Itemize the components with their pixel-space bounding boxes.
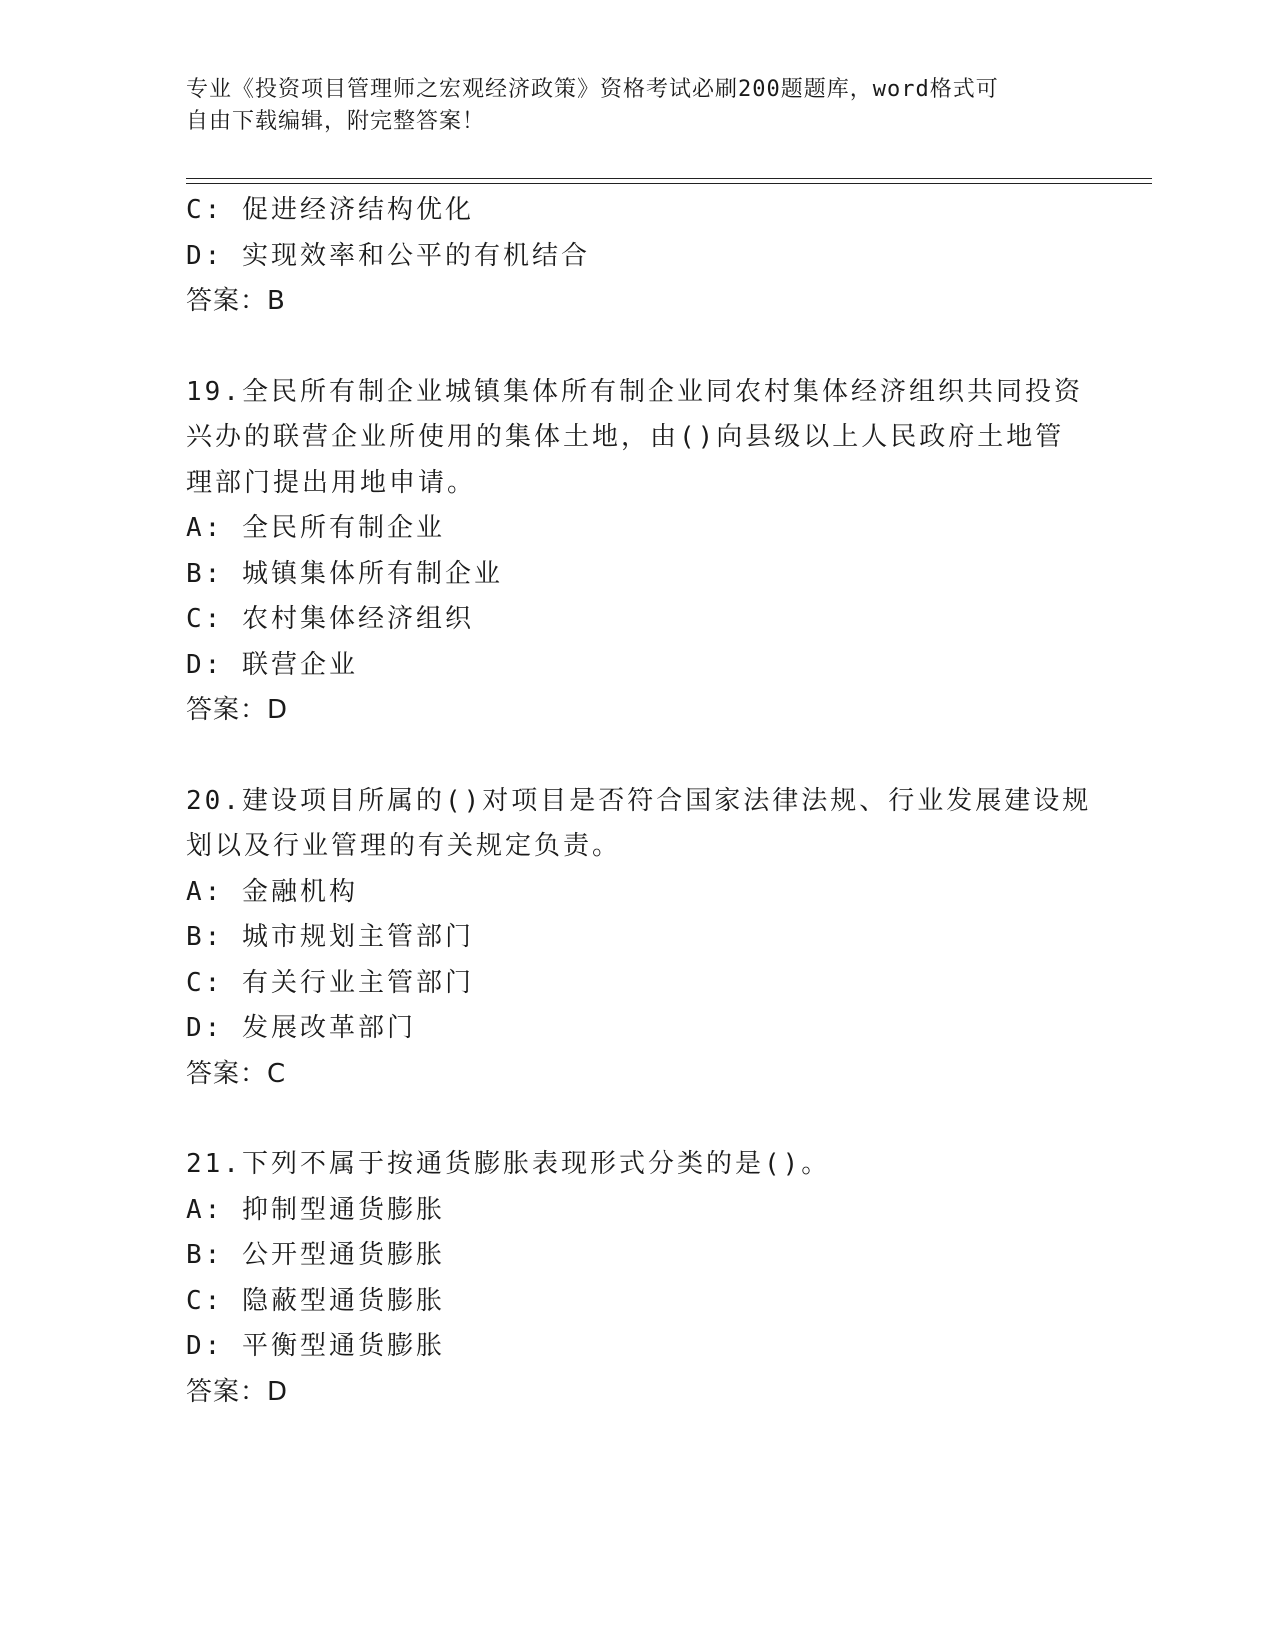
option-b: B: 城镇集体所有制企业 <box>186 558 503 589</box>
stem-line: 21.下列不属于按通货膨胀表现形式分类的是()。 <box>186 1149 831 1179</box>
stem-line: 理部门提出用地申请。 <box>186 467 477 498</box>
question-list <box>186 188 1092 1415</box>
stem-line: 20.建设项目所属的()对项目是否符合国家法律法规、行业发展建设规 <box>186 785 1092 816</box>
option-c: C: 促进经济结构优化 <box>186 195 474 225</box>
answer-line: 答案：C <box>186 1058 287 1089</box>
option-c: C: 隐蔽型通货膨胀 <box>186 1285 445 1316</box>
question-19 <box>186 370 1086 734</box>
question-21 <box>186 1142 1086 1415</box>
question-stem <box>186 370 1086 507</box>
answer-line: 答案：D <box>186 695 289 725</box>
option-b: B: 公开型通货膨胀 <box>186 1240 445 1270</box>
stem-line: 划以及行业管理的有关规定负责。 <box>186 831 622 861</box>
option-d: D: 实现效率和公平的有机结合 <box>186 240 590 271</box>
answer-line: 答案：D <box>186 1376 289 1407</box>
header-line-2: 自由下载编辑，附完整答案！ <box>186 109 486 134</box>
option-d: D: 平衡型通货膨胀 <box>186 1331 445 1361</box>
stem-line: 兴办的联营企业所使用的集体土地，由()向县级以上人民政府土地管 <box>186 422 1065 452</box>
question-18-continued <box>186 188 1086 325</box>
option-a: A: 金融机构 <box>186 876 358 907</box>
answer-line: 答案：B <box>186 286 286 316</box>
stem-line: 19.全民所有制企业城镇集体所有制企业同农村集体经济组织共同投资 <box>186 376 1083 407</box>
question-stem <box>186 1142 1086 1188</box>
header-divider-top <box>186 178 1152 179</box>
option-b: B: 城市规划主管部门 <box>186 922 474 952</box>
option-a: A: 抑制型通货膨胀 <box>186 1194 445 1225</box>
option-d: D: 发展改革部门 <box>186 1013 416 1043</box>
header-divider-bottom <box>186 183 1152 184</box>
header-line-1: 专业《投资项目管理师之宏观经济政策》资格考试必刷200题题库，word格式可 <box>186 77 999 102</box>
option-a: A: 全民所有制企业 <box>186 513 445 543</box>
option-d: D: 联营企业 <box>186 649 358 680</box>
question-stem <box>186 779 1092 870</box>
option-c: C: 农村集体经济组织 <box>186 604 474 634</box>
question-20 <box>186 779 1092 1098</box>
document-header <box>186 74 1066 138</box>
option-c: C: 有关行业主管部门 <box>186 967 474 998</box>
